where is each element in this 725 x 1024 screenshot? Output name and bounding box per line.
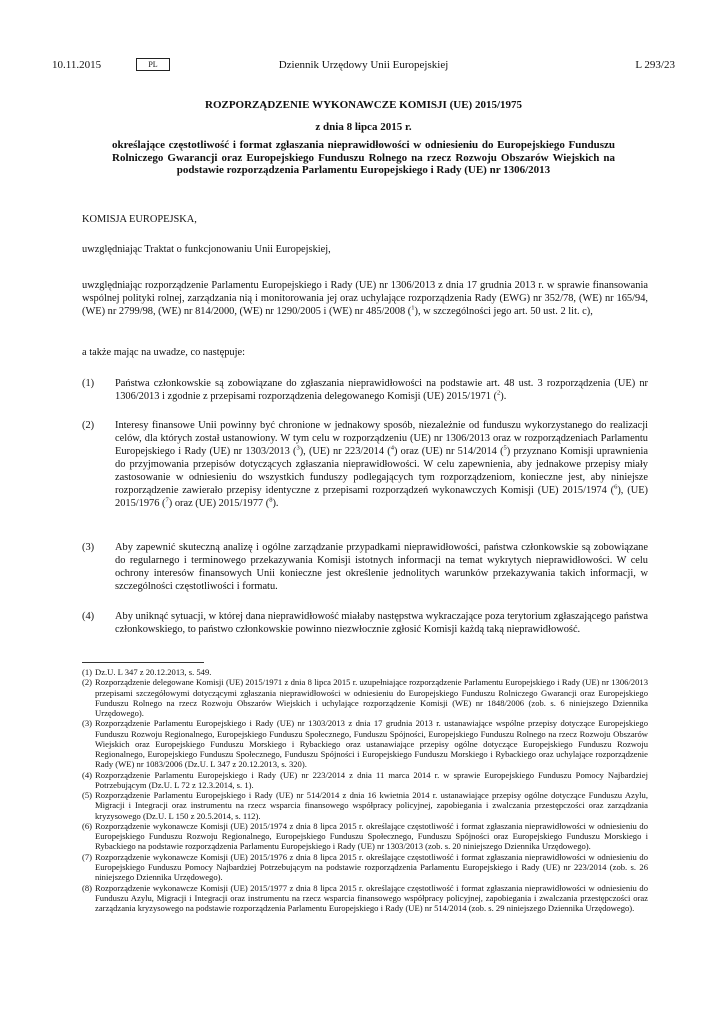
footnote-mark: (1) <box>82 667 93 677</box>
language-badge: PL <box>136 58 170 71</box>
footnote: (8) Rozporządzenie wykonawcze Komisji (UE) 2015/1977 z dnia 8 lipca 2015 r. określające częstotliwość i format zgłaszania nieprawidłowości w odniesieniu do Funduszu Azylu, Migracji i Integracji oraz instrumentu na rzecz wsparcia finansowego współpracy policyjnej, zapobiegania i zwalczania przestępczości oraz zarządzania kryzysowego na podstawie rozporządzenia Parlamentu Europejskiego i Rady (UE) nr 514/2014 (zob. s. 29 niniejszego Dziennika Urzędowego). <box>82 882 648 913</box>
recital-number: (2) <box>82 420 95 431</box>
recital-text: Interesy finansowe Unii powinny być chronione w jednakowy sposób, niezależnie od funduszu wykorzystanego do realizacji celów, dla których został ustanowiony. W tym celu w rozporządzeniu (UE) nr 1306/2013 oraz w rozporządzeniach Parlamentu Europejskiego i Rady (UE) nr 1303/2013 ($^3$), (UE) nr 223/2014 ($^4$) oraz (UE) nr 514/2014 ($^5$) przyznano Komisji uprawnienia do przyjmowania przepisów dotyczących zgłaszania nieprawidłowości. W celu zapewnienia, aby jednakowe przepisy miały zastosowanie w odniesieniu do wszystkich funduszy podlegających tym rozporządzeniom, konieczne jest, aby niniejsze rozporządzenie zawierało przepisy identyczne z przepisami rozporządzeń wykonawczych Komisji (UE) 2015/1974 ($^6$), (UE) 2015/1976 ($^7$) oraz (UE) 2015/1977 ($^8$). <box>115 420 649 509</box>
footnote: (5) Rozporządzenie Parlamentu Europejskiego i Rady (UE) nr 514/2014 z dnia 16 kwietnia 2014 r. ustanawiające przepisy ogólne dotyczące Funduszu Azylu, Migracji i Integracji oraz instrumentu na rzecz wsparcia finansowego współpracy policyjnej, zapobiegania i zwalczania przestępczości oraz zarządzania kryzysowego (Dz.U. L 150 z 20.5.2014, s. 112). <box>82 790 648 821</box>
footnote: (2) Rozporządzenie delegowane Komisji (UE) 2015/1971 z dnia 8 lipca 2015 r. uzupełniające rozporządzenie Parlamentu Europejskiego i Rady (UE) nr 1306/2013 przepisami szczegółowymi dotyczącymi zgłaszania nieprawidłowości w odniesieniu do Europejskiego Funduszu Rolniczego Gwarancji oraz Europejskiego Funduszu Rolnego na rzecz Rozwoju Obszarów Wiejskich i uchylające rozporządzenie Komisji (WE) nr 1848/2006 (zob. s. 6 niniejszego Dziennika Urzędowego). <box>82 677 648 718</box>
footnote-mark: (5) <box>82 790 93 801</box>
recital-text: Aby zapewnić skuteczną analizę i ogólne zarządzanie przypadkami nieprawidłowości, państwa członkowskie są zobowiązane do regularnego i terminowego przekazywania Komisji istotnych informacji na temat wykrytych nieprawidłowości. W celu ochrony interesów finansowych Unii konieczne jest określenie jednolitych warunków przekazywania takich informacji, w szczególności częstotliwości i formatu. <box>115 542 648 592</box>
footnote-ref[interactable]: 4 <box>390 444 394 452</box>
footnotes <box>82 667 648 913</box>
footnote-ref[interactable]: 7 <box>165 496 169 504</box>
document-subject: określające częstotliwość i format zgłaszania nieprawidłowości w odniesieniu do Europejskiego Funduszu Rolniczego Gwarancji oraz Europejskiego Funduszu Rolnego na rzecz Rozwoju Obszarów Wiejskich na podstawie rozporządzenia Parlamentu Europejskiego i Rady (UE) nr 1306/2013 <box>112 139 615 176</box>
footnote: (3) Rozporządzenie Parlamentu Europejskiego i Rady (UE) nr 1303/2013 z dnia 17 grudnia 2013 r. ustanawiające wspólne przepisy dotyczące Europejskiego Funduszu Rozwoju Regionalnego, Europejskiego Funduszu Społecznego, Funduszu Spójności, Europejskiego Funduszu Rolnego na rzecz Rozwoju Obszarów Wiejskich oraz Europejskiego Funduszu Morskiego i Rybackiego oraz ustanawiające przepisy ogólne dotyczące Europejskiego Funduszu Rozwoju Regionalnego, Europejskiego Funduszu Społecznego, Funduszu Spójności i Europejskiego Funduszu Morskiego i Rybackiego oraz uchylające rozporządzenie Rady (WE) nr 1083/2006 (Dz.U. L 347 z 20.12.2013, s. 320). <box>82 718 648 770</box>
document-type: ROZPORZĄDZENIE WYKONAWCZE KOMISJI (UE) 2015/1975 <box>205 99 522 111</box>
footnote-mark: (3) <box>82 718 93 729</box>
recital-number: (3) <box>82 542 95 553</box>
page-header <box>52 58 675 74</box>
preamble-treaty: uwzględniając Traktat o funkcjonowaniu Unii Europejskiej, <box>82 244 331 255</box>
preamble-regulation: uwzględniając rozporządzenie Parlamentu Europejskiego i Rady (UE) nr 1306/2013 z dnia 17 grudnia 2013 r. w sprawie finansowania wspólnej polityki rolnej, zarządzania nią i monitorowania jej oraz uchylające rozporządzenia Rady (EWG) nr 352/78, (WE) nr 165/94, (WE) nr 2799/98, (WE) nr 814/2000, (WE) nr 1290/2005 i (WE) nr 485/2008 ($^1$), w szczególności jego art. 50 ust. 2 lit. c), <box>82 280 648 317</box>
recital-text: Państwa członkowskie są zobowiązane do zgłaszania nieprawidłowości na podstawie art. 48 ust. 3 rozporządzenia (UE) nr 1306/2013 i zgodnie z przepisami rozporządzenia delegowanego Komisji (UE) 2015/1971 ($^2$). <box>115 378 648 402</box>
journal-reference: L 293/23 <box>635 59 675 71</box>
footnote-ref[interactable]: 5 <box>503 444 507 452</box>
preamble-author: KOMISJA EUROPEJSKA, <box>82 214 197 225</box>
footnote: (4) Rozporządzenie Parlamentu Europejskiego i Rady (UE) nr 223/2014 z dnia 11 marca 2014 r. w sprawie Europejskiego Funduszu Pomocy Najbardziej Potrzebującym (Dz.U. L 72 z 12.3.2014, s. 1). <box>82 769 648 790</box>
footnote-ref[interactable]: 8 <box>269 496 273 504</box>
footnote: (7) Rozporządzenie wykonawcze Komisji (UE) 2015/1976 z dnia 8 lipca 2015 r. określające częstotliwość i format zgłaszania nieprawidłowości w odniesieniu do Europejskiego Funduszu Pomocy Najbardziej Potrzebującym na podstawie rozporządzenia Parlamentu Europejskiego i Rady (UE) nr 223/2014 (zob. s. 26 niniejszego Dziennika Urzędowego). <box>82 851 648 883</box>
footnote-ref[interactable]: 6 <box>614 483 618 491</box>
footnote-divider <box>82 662 204 663</box>
footnote-ref[interactable]: 2 <box>497 389 501 397</box>
footnote-ref[interactable]: 3 <box>296 444 300 452</box>
footnote-mark: (2) <box>82 677 93 688</box>
footnote: (1) Dz.U. L 347 z 20.12.2013, s. 549. <box>82 667 212 677</box>
footnote-mark: (6) <box>82 820 93 831</box>
recital-number: (4) <box>82 611 95 622</box>
footnote-mark: (7) <box>82 851 93 862</box>
recital-text: Aby uniknąć sytuacji, w której dana nieprawidłowość miałaby następstwa wykraczające poza terytorium zgłaszającego państwa członkowskiego, to państwo członkowskie powinno niezwłocznie zgłosić Komisji każdą taką nieprawidłowość. <box>115 611 648 635</box>
document-date: z dnia 8 lipca 2015 r. <box>315 121 412 133</box>
footnote-mark: (4) <box>82 769 93 780</box>
footnote-mark: (8) <box>82 882 93 893</box>
header-date: 10.11.2015 <box>52 59 102 71</box>
recital-number: (1) <box>82 378 95 389</box>
footnote: (6) Rozporządzenie wykonawcze Komisji (UE) 2015/1974 z dnia 8 lipca 2015 r. określające częstotliwość i format zgłaszania nieprawidłowości w odniesieniu do Europejskiego Funduszu Rozwoju Regionalnego, Europejskiego Funduszu Społecznego, Funduszu Spójności oraz Europejskiego Funduszu Morskiego i Rybackiego na podstawie rozporządzenia Parlamentu Europejskiego i Rady (UE) nr 1303/2013 (zob. s. 20 niniejszego Dziennika Urzędowego). <box>82 820 648 852</box>
preamble-whereas: a także mając na uwadze, co następuje: <box>82 347 245 358</box>
journal-title: Dziennik Urzędowy Unii Europejskiej <box>278 59 449 71</box>
footnote-ref[interactable]: 1 <box>411 304 415 312</box>
